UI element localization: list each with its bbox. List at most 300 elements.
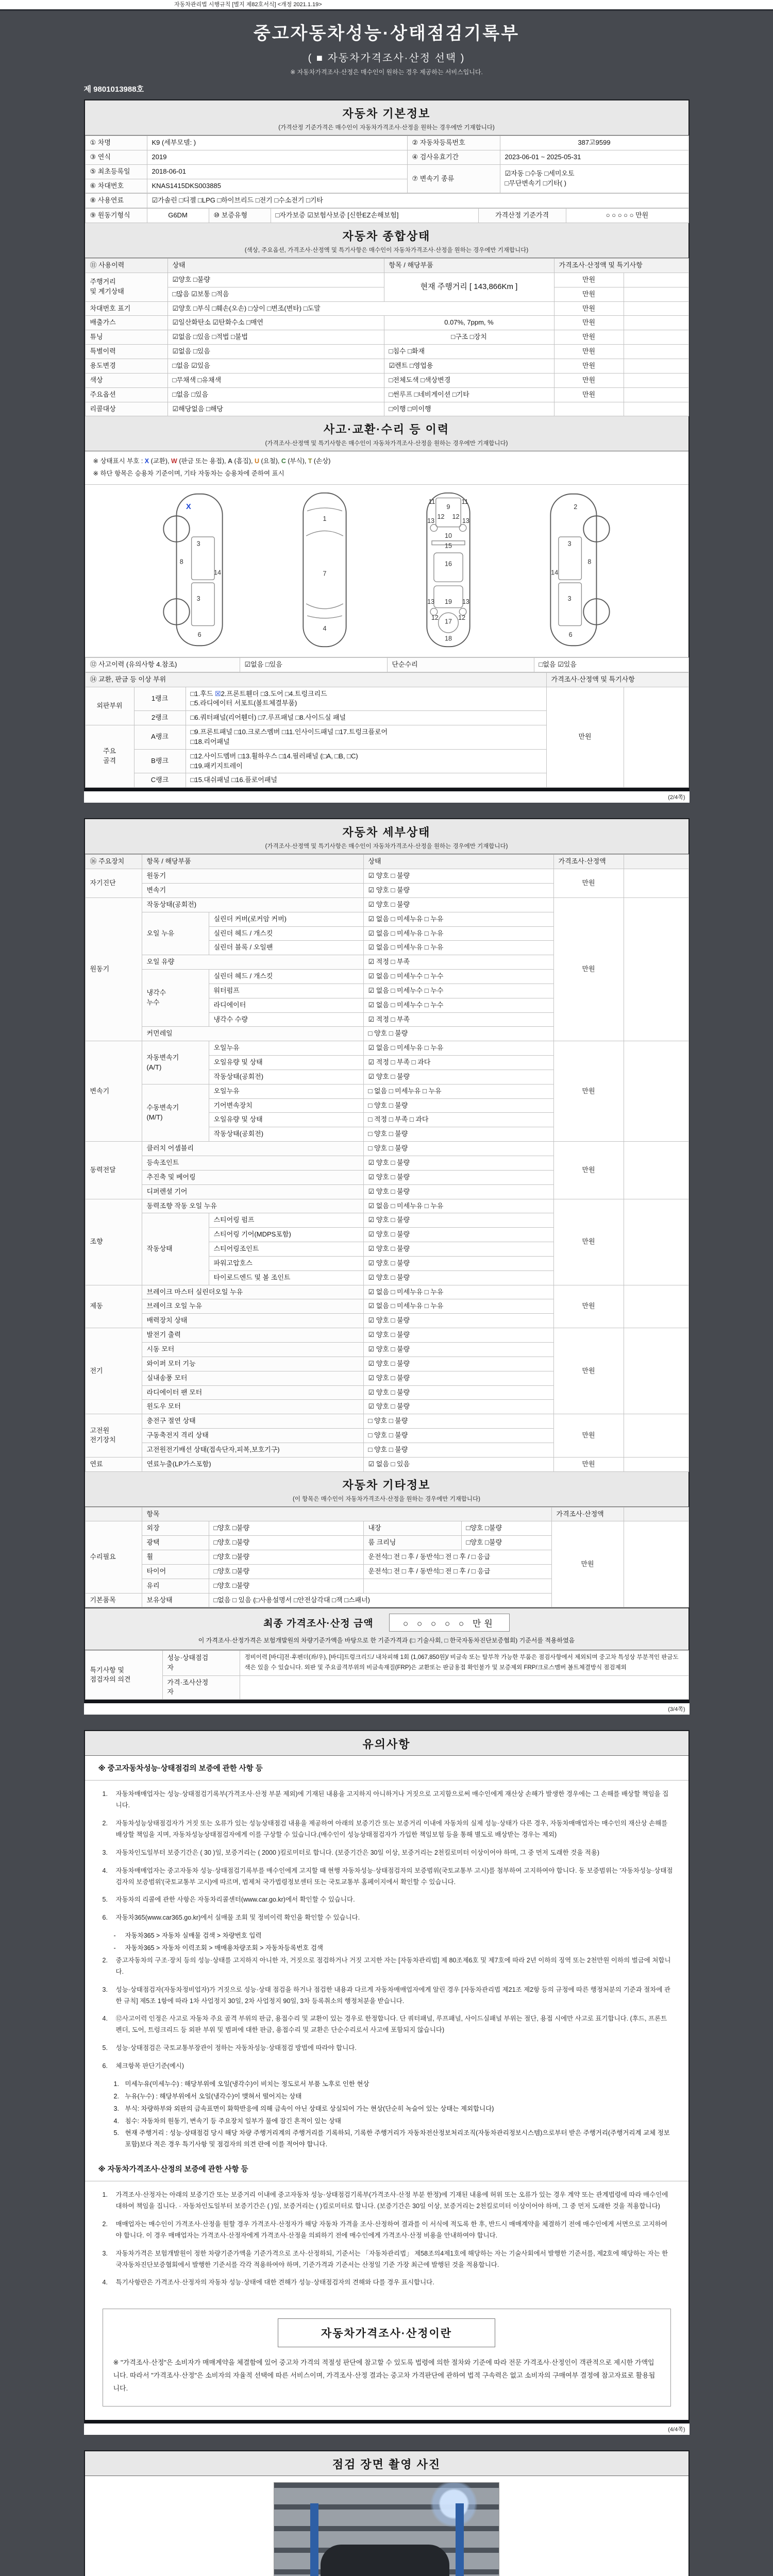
table-cell: 변속기 <box>85 1041 142 1142</box>
table-row <box>85 1199 688 1213</box>
table-row <box>85 657 688 672</box>
table-cell: 1랭크 <box>134 687 186 711</box>
checkbox-cell: □15.대쉬패널 □16.플로어패널 <box>186 773 546 788</box>
section-notice <box>85 1731 688 1756</box>
table-row <box>85 855 688 869</box>
amount-cell: 만원 <box>554 345 624 359</box>
checkbox-cell: □없음 □ 있음 (□사용설명서 □안전삼각대 □잭 □스패너) <box>209 1593 551 1607</box>
table-cell: 오일누유 <box>209 1041 363 1056</box>
overall-condition-table <box>85 258 688 416</box>
checkbox-cell: □없음 □있음 <box>167 387 384 402</box>
amount-cell: 만원 <box>553 1199 624 1285</box>
table-cell: 전기 <box>85 1328 142 1414</box>
table-cell: 원동기 <box>85 897 142 1041</box>
panel-rank-table <box>85 672 688 788</box>
notice-item: 3. 성능·상태점검자(자동차정비업자)가 거짓으로 성능·상태 점검을 하거나 점검한 내용과 다르게 자동차매매업자에게 알린 경우 [자동차관리법 제21조 제2항 등의 규정에 따른 행정처분의 기준과 절차에 관한 규칙] 제5조 1항에 따라 1차 사업정지 30일, 2차 사업정지 90일, 3차 등록취소의 행정처분을 받습니다. <box>102 1986 670 2005</box>
table-cell <box>624 373 688 387</box>
checkbox-cell: ☑ 양호 □ 불량 <box>363 1314 553 1328</box>
notice-item: 1. 가격조사·산정자는 아래의 보증기간 또는 보증거리 이내에 중고자동차 성능·상태점검기록부(가격조사·산정 부분 한정)에 기재된 내용에 허위 또는 오류가 있는 경우 계약 또는 관계법령에 따라 매수인에 대하여 책임을 집니다. · 자동차인도일부터 보증기간은 ( )일, 보증거리는 ( )킬로미터로 합니다. (보증기간은 30일 이상, 보증거리는 2천킬로미터 이상이어야 하며, 그 중 먼저 도래한 것을 적용합니다) <box>102 2191 668 2210</box>
checkbox-cell: ☑ 없음 □ 미세누수 □ 누수 <box>363 998 553 1012</box>
table-cell: 브레이크 오일 누유 <box>142 1299 363 1314</box>
table-row <box>85 1285 688 1299</box>
table-cell: ④ 검사유효기간 <box>407 150 500 164</box>
section-title: 자동차 기타정보 <box>342 1478 431 1492</box>
table-row <box>85 136 688 150</box>
table-cell: 주요 골격 <box>85 725 134 788</box>
notice-item: 3. 자동차인도일부터 보증기간은 ( 30 )일, 보증거리는 ( 2000 )킬로미터로 합니다. (보증기간은 30일 이상, 보증거리는 2천킬로미터 이상이어야 하며, 그 중 먼저 도래한 것을 적용) <box>102 1849 600 1856</box>
table-cell: 항목 <box>142 1507 551 1521</box>
table-cell: 항목 / 해당부품 <box>384 259 554 273</box>
checkbox-cell: □ 적정 □ 부족 □ 과다 <box>363 1113 553 1127</box>
checkbox-cell: □양호 □불량 <box>209 1521 363 1536</box>
checkbox-cell: ☑ 양호 □ 불량 <box>363 1228 553 1242</box>
checkbox-cell: ☑일산화탄소 ☑탄화수소 □매연 <box>167 316 384 330</box>
table-cell: 2랭크 <box>134 711 186 725</box>
notice-subheader-b: ※ 자동차가격조사·산정의 보증에 관한 사항 등 <box>85 2157 688 2181</box>
section-note: (가격산정 기준가격은 매수인이 자동차가격조사·산정을 원하는 경우에만 기재합니다) <box>278 125 495 131</box>
table-cell: 2018-06-01 <box>147 164 407 179</box>
checkbox-cell: ☑ 양호 □ 불량 <box>363 1400 553 1414</box>
amount-cell: 만원 <box>553 1285 624 1328</box>
table-cell: 특별이력 <box>85 345 167 359</box>
table-cell <box>624 330 688 345</box>
final-price-value: ○ ○ ○ ○ ○ 만원 <box>389 1614 510 1632</box>
table-cell: 단순수리 <box>387 657 534 672</box>
table-cell: 등속조인트 <box>142 1156 363 1171</box>
amount-cell: 만원 <box>554 316 624 330</box>
table-row <box>85 869 688 884</box>
table-cell: 상태 <box>167 259 384 273</box>
table-cell: 자동변속기 (A/T) <box>142 1041 209 1084</box>
table-cell: 작동상태(공회전) <box>209 1070 363 1084</box>
car-damage-diagram <box>85 485 688 657</box>
table-cell: 보유상태 <box>142 1593 209 1607</box>
final-price-row <box>85 1607 688 1634</box>
table-cell: B랭크 <box>134 749 186 773</box>
final-price-note: 이 가격조사·산정가격은 보험개발원의 차량기준가액을 바탕으로 한 기준가격과 (□ 기술사회, □ 한국자동차진단보증협회) 기준서를 적용하였음 <box>85 1634 688 1650</box>
status-mark-codes: ※ 상태표시 부호 : X (교환), W (판금 또는 용접), A (흠집), U (요철), C (부식), T (손상) <box>93 457 331 465</box>
table-cell: 색상 <box>85 373 167 387</box>
panel-number-label: 8 <box>179 558 183 566</box>
table-cell: 오일유량 및 상태 <box>209 1056 363 1070</box>
section-title: 점검 장면 촬영 사진 <box>332 2458 441 2471</box>
notice-list-a <box>85 1781 688 2157</box>
panel-number-label: 8 <box>587 558 592 566</box>
table-cell <box>624 316 688 330</box>
table-cell <box>624 301 688 316</box>
checkbox-cell: □썬루프 □네비게이션 □기타 <box>384 387 554 402</box>
table-row <box>85 687 688 711</box>
table-row <box>85 1651 688 1675</box>
table-cell: 가격·조사산정 자 <box>162 1675 240 1700</box>
blue-x-mark: ☒ <box>214 689 221 698</box>
checkbox-cell: ☑ 없음 □ 미세누유 □ 누유 <box>363 1299 553 1314</box>
panel-number-label: 7 <box>323 570 327 578</box>
section-note: (색상, 주요옵션, 가격조사·산정액 및 특기사항은 매수인이 자동차가격조사·산정을 원하는 경우에만 기재합니다) <box>244 247 529 254</box>
car-right-side-diagram <box>528 490 616 650</box>
table-row <box>85 1041 688 1056</box>
panel-number-label: 17 <box>445 618 452 625</box>
checkbox-cell: □양호 □불량 <box>209 1550 363 1565</box>
amount-cell: 만원 <box>553 869 624 898</box>
checkbox-cell: ☑ 없음 □ 미세누수 □ 누수 <box>363 970 553 984</box>
table-cell: 가격산정 기준가격 <box>478 209 566 223</box>
notice-item: 3. 자동차가격은 보험개발원이 정한 차량기준가액을 기준가격으로 조사·산정하되, 기준서는 「자동차관리법」 제58조의4제1호에 해당하는 자는 기술사회에서 발행한 기준서를, 제2호에 해당하는 자는 한국자동차진단보증협회에서 발행한 기준서를 각각 적용하여야 하며, 기준가격과 기준서는 산정일 기준 가장 최근에 발행된 것을 적용합니다. <box>102 2249 668 2268</box>
panel-number-label: 3 <box>567 595 572 602</box>
checkbox-cell: 운전석□ 전 □ 후 / 동반석□ 전 □ 후 / □ 응급 <box>363 1550 551 1565</box>
checkbox-cell: ☑ 양호 □ 불량 <box>363 1213 553 1228</box>
table-cell: 387고9599 <box>500 136 688 150</box>
status-code-A: A <box>228 457 233 465</box>
table-cell: 상태 <box>363 855 553 869</box>
section-title: 자동차 기본정보 <box>342 107 431 120</box>
table-cell: 브레이크 마스터 실린더오일 누유 <box>142 1285 363 1299</box>
section-detail-condition <box>85 819 688 854</box>
basic-info-table-2 <box>85 193 688 208</box>
checkbox-cell: ☑해당없음 □해당 <box>167 402 384 416</box>
status-code-U: U <box>254 457 259 465</box>
panel-number-label: 18 <box>445 635 452 642</box>
table-row <box>85 402 688 416</box>
amount-cell: 만원 <box>553 1414 624 1458</box>
checkbox-cell: ☑렌트 □영업용 <box>384 359 554 373</box>
table-cell: 추진축 및 베어링 <box>142 1170 363 1184</box>
checkbox-cell: ☑ 양호 □ 불량 <box>363 1328 553 1343</box>
table-row <box>85 330 688 345</box>
checkbox-cell: ☑ 양호 □ 불량 <box>363 1256 553 1270</box>
checkbox-cell: ☑ 양호 □ 불량 <box>363 1342 553 1357</box>
table-cell <box>624 287 688 301</box>
checkbox-cell: □침수 □화재 <box>384 345 554 359</box>
table-cell: 기본품목 <box>85 1593 142 1607</box>
table-cell: ⑦ 변속기 종류 <box>407 164 500 193</box>
table-cell <box>624 273 688 287</box>
notice-item: 2. 매매업자는 매수인이 가격조사·산정을 원할 경우 가격조사·산정자가 해당 자동차 가격을 조사·산정하여 결과를 이 서식에 적도록 한 후, 반드시 매매계약을 체결하기 전에 매수인에게 서면으로 고지하여야 합니다. 이 경우 매매업자는 가격조사·산정자에게 가격조사·산정을 의뢰하기 전에 매수인에게 가격조사·산정 비용을 안내하여야 합니다. <box>102 2220 667 2239</box>
basic-info-table-1 <box>85 135 688 193</box>
table-row <box>85 359 688 373</box>
table-cell <box>85 1507 142 1521</box>
table-cell: 냉각수 수량 <box>209 1012 363 1027</box>
panel-number-label: 13 <box>462 598 469 605</box>
table-cell: 오일유량 및 상태 <box>209 1113 363 1127</box>
table-cell: 동력조향 작동 오일 누유 <box>142 1199 363 1213</box>
checkbox-cell: □ 양호 □ 불량 <box>363 1027 553 1041</box>
table-cell: 특기사항 및 점검자의 의견 <box>85 1651 162 1700</box>
section-title: 유의사항 <box>362 1738 411 1751</box>
notice-subitem: 5. 현재 주행거리 : 성능·상태점검 당시 해당 차량 주행거리계의 주행거리를 기록하되, 기록한 주행거리가 자동차전산정보처리조직(자동차관리정보시스템)으로부터 받은 주행거리(주행거리계 교체 정보 포함)보다 적은 경우 특기사항 및 점검자의 의견 란에 이를 적어야 합니다. <box>113 2129 670 2148</box>
table-cell <box>554 402 624 416</box>
table-cell: 와이퍼 모터 기능 <box>142 1357 363 1371</box>
table-cell: 고전원 전기장치 <box>85 1414 142 1458</box>
table-cell: 가격조사·산정액 <box>553 855 624 869</box>
section-title: 자동차 종합상태 <box>342 230 431 243</box>
checkbox-cell: □ 없음 □ 미세누유 □ 누유 <box>363 1084 553 1098</box>
panel-number-label: 12 <box>452 513 460 521</box>
section-accident-history <box>85 416 688 451</box>
table-cell: 2019 <box>147 150 407 164</box>
panel-number-label: 14 <box>551 569 559 577</box>
page-marker-3: (3/4쪽) <box>84 1703 690 1715</box>
table-cell: ⑤ 최초등록일 <box>85 164 147 179</box>
checkbox-cell: ☑ 양호 □ 불량 <box>363 883 553 897</box>
panel-number-label: 11 <box>428 498 435 505</box>
checkbox-cell: □전체도색 □색상변경 <box>384 373 554 387</box>
table-cell: 외장 <box>142 1521 209 1536</box>
table-cell <box>624 687 688 788</box>
status-code-X: X <box>144 457 149 465</box>
section-photos <box>85 2451 688 2476</box>
table-cell: ⑥ 차대번호 <box>85 179 147 193</box>
table-cell: KNAS1415DKS003885 <box>147 179 407 193</box>
amount-cell: 만원 <box>554 273 624 287</box>
checkbox-cell: ☑없음 □있음 <box>167 345 384 359</box>
checkbox-cell: □무채색 □유채색 <box>167 373 384 387</box>
table-cell: ⑨ 원동기형식 <box>85 209 147 223</box>
checkbox-cell: □구조 □장치 <box>384 330 554 345</box>
notice-subheader-a: ※ 중고자동차성능·상태점검의 보증에 관한 사항 등 <box>85 1756 688 1781</box>
checkbox-cell: ☑자동 □수동 □세미오토 □무단변속기 □기타( ) <box>500 164 688 193</box>
table-cell: 클러치 어셈블리 <box>142 1142 363 1156</box>
checkbox-cell: ☑ 양호 □ 불량 <box>363 1371 553 1385</box>
table-cell: 오일 유량 <box>142 955 363 970</box>
table-cell: 리콜대상 <box>85 402 167 416</box>
table-cell: 성능·상태점검 자 <box>162 1651 240 1675</box>
table-row <box>85 1507 688 1521</box>
table-cell: 실린더 헤드 / 개스킷 <box>209 926 363 941</box>
table-cell: 워터펌프 <box>209 984 363 998</box>
car-bottom-diagram <box>405 490 492 650</box>
table-row <box>85 1414 688 1429</box>
table-cell: ② 자동차등록번호 <box>407 136 500 150</box>
section-basic-info <box>85 100 688 135</box>
table-cell: C랭크 <box>134 773 186 788</box>
table-cell: 배출가스 <box>85 316 167 330</box>
table-cell: 오일누유 <box>209 1084 363 1098</box>
table-row <box>85 1142 688 1156</box>
notice-subitem: - 자동차365 > 자동차 이력조회 > 매매용차량조회 > 자동차등록번호 검색 <box>113 1944 323 1952</box>
table-cell: 튜닝 <box>85 330 167 345</box>
notice-subitem: 2. 누유(누수) : 해당부위에서 오일(냉각수)이 맺혀서 떨어지는 상태 <box>113 2092 302 2100</box>
document-header <box>0 11 773 79</box>
section-note: (가격조사·산정액 및 특기사항은 매수인이 자동차가격조사·산정을 원하는 경우에만 기재합니다) <box>265 843 508 850</box>
notice-item: 1. 자동차매매업자는 성능·상태점검기록부(가격조사·산정 부분 제외)에 기재된 내용을 고지하지 아니하거나 거짓으로 고지함으로써 매수인에게 재산상 손해가 발생한 경우에는 그 손해를 배상할 책임을 집니다. <box>102 1790 669 1809</box>
panel-number-label: 13 <box>462 517 469 524</box>
panel-number-label: 14 <box>213 569 221 577</box>
panel-number-label: 3 <box>196 540 200 548</box>
checkbox-cell: ☑가솔린 □디젤 □LPG □하이브리드 □전기 □수소전기 □기타 <box>147 194 688 208</box>
status-code-C: C <box>281 457 286 465</box>
notice-item: 4. 특기사항란은 가격조사·산정자의 자동차 성능·상태에 대한 견해가 성능·상태점검자의 견해와 다를 경우 표시합니다. <box>102 2279 434 2286</box>
table-cell: 스티어링 기어(MDPS포함) <box>209 1228 363 1242</box>
table-cell: 배력장치 상태 <box>142 1314 363 1328</box>
accident-history-table <box>85 657 688 672</box>
table-cell: ⑫ 사고이력 (유의사항 4.참조) <box>85 657 240 672</box>
checkbox-cell: ☑ 양호 □ 불량 <box>363 1070 553 1084</box>
basic-info-table-3 <box>85 208 688 223</box>
amount-cell: 만원 <box>553 1328 624 1414</box>
table-cell <box>624 1414 688 1458</box>
amount-cell: 만원 <box>553 1457 624 1471</box>
panel-number-label: 11 <box>461 498 468 505</box>
checkbox-cell: ☑ 적정 □ 부족 □ 과다 <box>363 1056 553 1070</box>
table-cell: 실린더 커버(로커암 커버) <box>209 912 363 926</box>
table-cell: 현재 주행거리 [ 143,866Km ] <box>384 273 554 301</box>
service-note: ※ 자동차가격조사·산정은 매수인이 원하는 경우 제공하는 서비스입니다. <box>290 69 483 76</box>
notice-item: 4. 자동차매매업자는 중고자동차 성능·상태점검기록부를 매수인에게 고지할 때 현행 자동차성능·상태점검자의 보증범위(국토교통부 고시)를 첨부하여 고지하여야 합니다. 동 보증범위는 '자동차성능·상태점검자의 보증범위'(국토교통부 고시)에 따르며, 법제처 국가법령정보센터 또는 국토교통부 홈페이지에서 확인할 수 있습니다. <box>102 1867 673 1886</box>
table-cell: 충전구 절연 상태 <box>142 1414 363 1429</box>
table-cell <box>624 1285 688 1328</box>
table-row <box>85 259 688 273</box>
amount-cell: 만원 <box>554 387 624 402</box>
checkbox-cell: ☑양호 □부식 □훼손(오손) □상이 □변조(변타) □도말 <box>167 301 554 316</box>
amount-cell: 만원 <box>554 359 624 373</box>
table-row <box>85 897 688 912</box>
checkbox-cell: □9.프론트패널 □10.크로스멤버 □11.인사이드패널 □17.트렁크플로어 □18.리어패널 <box>186 725 546 750</box>
table-cell <box>363 1579 551 1593</box>
status-mark-legend <box>85 451 688 485</box>
table-cell: 정비이력 [바디]전·후펜더(좌/우), [바디]트렁크리드/ 내차피해 1회 (1,067,850원)/ 비금속 또는 탈부착 가능한 부품은 점검사항에서 제외되며 중고차 특성상 부분적인 판금도색은 있을 수 있습니다. 외판 및 주요골격부위의 비금속재질(FRP)은 교환또는 판금용접 확인불가 및 보증제외 FRP/크로스멤버 볼트체결방식 점검제외 <box>240 1651 688 1675</box>
table-cell: ⑩ 보증유형 <box>209 209 271 223</box>
checkbox-cell: □ 양호 □ 불량 <box>363 1142 553 1156</box>
table-cell: 항목 / 해당부품 <box>142 855 363 869</box>
table-cell: 자기진단 <box>85 869 142 898</box>
checkbox-cell: □양호 □불량 <box>461 1536 551 1550</box>
checkbox-cell: ☑ 없음 □ 미세누유 □ 누유 <box>363 1199 553 1213</box>
table-cell: 파워고압호스 <box>209 1256 363 1270</box>
checkbox-cell: □자가보증 ☑보험사보증 [신한EZ손해보험] <box>271 209 478 223</box>
amount-cell: 만원 <box>553 1142 624 1199</box>
table-cell: 연료 <box>85 1457 142 1471</box>
section-overall-condition <box>85 223 688 258</box>
table-cell: 윈도우 모터 <box>142 1400 363 1414</box>
table-cell: 외판부위 <box>85 687 134 725</box>
panel-number-label: 6 <box>197 631 201 638</box>
checkbox-cell: ☑양호 □불량 <box>167 273 384 287</box>
section-title: 자동차 세부상태 <box>342 826 431 839</box>
damage-mark-X: X <box>186 502 191 511</box>
table-cell: ① 차명 <box>85 136 147 150</box>
checkbox-cell: □없음 ☑있음 <box>534 657 688 672</box>
page-marker-4: (4/4쪽) <box>84 2424 690 2435</box>
table-cell: 변속기 <box>142 883 363 897</box>
table-cell <box>624 869 688 898</box>
table-cell: 냉각수 누수 <box>142 970 209 1027</box>
panel-number-label: 19 <box>445 598 452 605</box>
table-cell <box>624 1507 688 1521</box>
notice-subitem: 4. 침수: 자동차의 원동기, 변속기 등 주요장치 일부가 물에 잠긴 흔적이 있는 상태 <box>113 2117 341 2125</box>
checkbox-cell: ☑ 양호 □ 불량 <box>363 1242 553 1257</box>
table-cell: 실린더 헤드 / 개스킷 <box>209 970 363 984</box>
checkbox-cell: □ 양호 □ 불량 <box>363 1443 553 1457</box>
page-marker-2: (2/4쪽) <box>84 791 690 803</box>
notice-item: 6. 체크항목 판단기준(예시) <box>102 2062 184 2070</box>
panel-page1-2 <box>84 99 690 791</box>
panel-number-label: 4 <box>323 625 327 633</box>
table-cell <box>624 1521 688 1607</box>
table-cell: 연료누출(LP가스포함) <box>142 1457 363 1471</box>
table-row <box>85 273 688 287</box>
table-cell: 작동상태 <box>142 1213 209 1285</box>
table-cell: 커먼레일 <box>142 1027 363 1041</box>
checkbox-cell: ☑없음 □있음 □적법 □불법 <box>167 330 384 345</box>
status-code-T: T <box>308 457 312 465</box>
table-cell <box>624 387 688 402</box>
table-cell: K9 (세부모델: ) <box>147 136 407 150</box>
table-cell: 실내송풍 모터 <box>142 1371 363 1385</box>
table-cell: 타이로드엔드 및 볼 조인트 <box>209 1270 363 1285</box>
table-cell: ○ ○ ○ ○ ○ 만원 <box>566 209 688 223</box>
table-cell: 차대번호 표기 <box>85 301 167 316</box>
regulation-note: 자동차관리법 시행규칙 [별지 제82호서식] <개정 2021.1.19> <box>0 0 773 11</box>
checkbox-cell: ☑ 없음 □ 미세누수 □ 누수 <box>363 984 553 998</box>
panel-number-label: 13 <box>427 598 435 605</box>
notice-subitem: - 자동차365 > 자동차 실매물 검색 > 차량번호 입력 <box>113 1932 262 1940</box>
panel-number-label: 1 <box>323 515 327 522</box>
checkbox-cell: □1.후드 ☒2.프론트휀더 □3.도어 □4.트렁크리드 □5.라디에이터 서포트(볼트체결부품) <box>186 687 546 711</box>
panel-page3 <box>84 818 690 1703</box>
table-cell: 기어변속장치 <box>209 1098 363 1113</box>
panel-number-label: 3 <box>196 595 200 602</box>
checkbox-cell: □6.쿼터패널(리어휀더) □7.루프패널 □8.사이드실 패널 <box>186 711 546 725</box>
table-cell: ⑯ 주요장치 <box>85 855 142 869</box>
amount-cell: 만원 <box>553 897 624 1041</box>
checkbox-cell: ☑ 양호 □ 불량 <box>363 1385 553 1400</box>
checkbox-cell: ☑ 양호 □ 불량 <box>363 869 553 884</box>
panel-photos-sign <box>84 2450 690 2576</box>
notice-subitem: 3. 부식: 차량하부와 외판의 금속표면이 화학반응에 의해 금속이 아닌 상태로 상실되어 가는 현상(단순히 녹슬어 있는 상태는 제외합니다) <box>113 2105 494 2112</box>
table-cell: 원동기 <box>142 869 363 884</box>
document-number: 제 9801013988호 <box>83 85 144 94</box>
checkbox-cell: ☑ 양호 □ 불량 <box>363 1184 553 1199</box>
info-box-title: 자동차가격조사·산정이란 <box>278 2318 495 2347</box>
table-cell: 용도변경 <box>85 359 167 373</box>
table-row <box>85 1521 688 1536</box>
table-cell <box>624 1328 688 1414</box>
detail-condition-table <box>85 854 688 1471</box>
checkbox-cell: □ 양호 □ 불량 <box>363 1429 553 1443</box>
section-note: (가격조사·산정액 및 특기사항은 매수인이 자동차가격조사·산정을 원하는 경우에만 기재합니다) <box>265 440 508 447</box>
section-misc-info <box>85 1472 688 1507</box>
notice-item: 2. 자동차성능상태점검자가 거짓 또는 오류가 있는 성능상태점검 내용을 제공하여 아래의 보증기간 또는 보증거리 이내에 자동차의 실제 성능·상태가 다른 경우, 자동차매매업자는 매수인의 재산상 손해를 배상할 책임을 지며, 자동차성능상태점검자에게 이를 구상할 수 있습니다.(매수인이 성능상태점검자가 가입한 책임보험 등을 통해 별도로 배상받는 경우는 제외) <box>102 1820 668 1838</box>
checkbox-cell: □ 양호 □ 불량 <box>363 1127 553 1142</box>
panel-number-label: 12 <box>458 614 466 621</box>
document-title: 중고자동차성능·상태점검기록부 <box>253 24 520 43</box>
inspection-photo-1 <box>274 2482 499 2576</box>
car-top-diagram <box>281 490 368 650</box>
checkbox-cell: ☑ 없음 □ 있음 <box>363 1457 553 1471</box>
inspector-opinion-table <box>85 1650 688 1700</box>
checkbox-cell: ☑ 적정 □ 부족 <box>363 955 553 970</box>
table-cell: ③ 연식 <box>85 150 147 164</box>
table-cell: 0.07%, 7ppm, % <box>384 316 554 330</box>
table-row <box>85 316 688 330</box>
table-cell: 수동변속기 (M/T) <box>142 1084 209 1141</box>
checkbox-cell: □많음 ☑보통 □적음 <box>167 287 384 301</box>
table-row <box>85 164 688 179</box>
table-cell: 룸 크리닝 <box>363 1536 461 1550</box>
section-title: 사고·교환·수리 등 이력 <box>323 423 450 436</box>
table-row <box>85 1328 688 1343</box>
panel-number-label: 12 <box>431 614 439 621</box>
table-cell: 2023-06-01 ~ 2025-05-31 <box>500 150 688 164</box>
table-cell <box>624 1041 688 1142</box>
checkbox-cell: □없음 ☑있음 <box>167 359 384 373</box>
checkbox-cell: □ 양호 □ 불량 <box>363 1414 553 1429</box>
table-cell: 휠 <box>142 1550 209 1565</box>
panel-number-label: 15 <box>445 542 452 550</box>
table-cell: 작동상태(공회전) <box>142 897 363 912</box>
checkbox-cell: ☑ 양호 □ 불량 <box>363 1357 553 1371</box>
